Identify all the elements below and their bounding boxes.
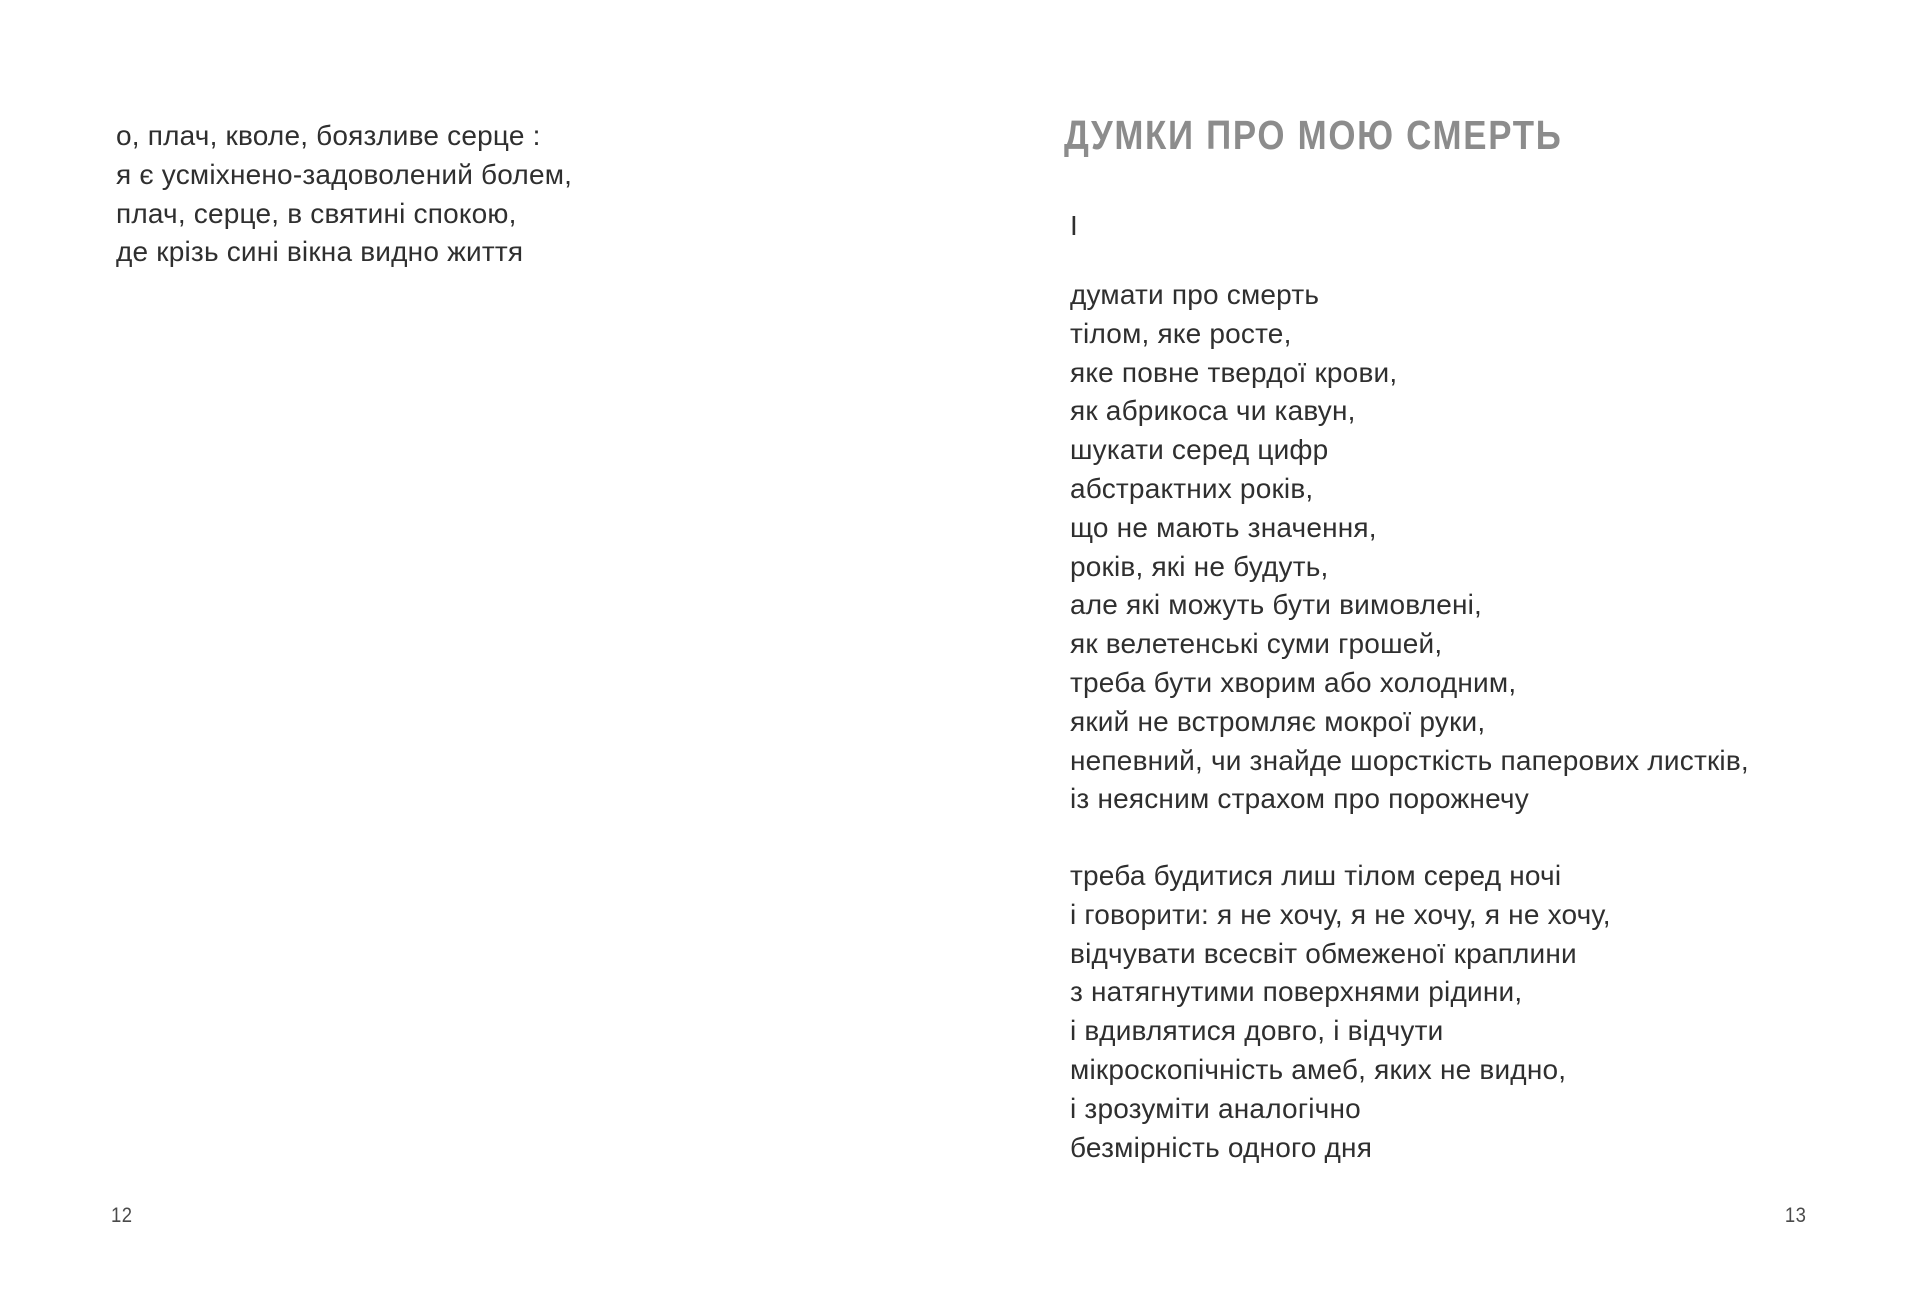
poem-line: із неясним страхом про порожнечу [1070,783,1529,815]
poem-line: відчувати всесвіт обмеженої краплини [1070,937,1577,969]
poem-line: і вдивлятися довго, і відчути [1070,1015,1444,1047]
poem-line: треба бути хворим або холодним, [1070,666,1517,698]
poem-line: треба будитися лиш тілом серед ночі [1070,860,1562,891]
right-page-poem-stanza-1 [1070,276,1749,819]
poem-line: непевний, чи знайде шорсткість паперових листків, [1070,744,1749,776]
right-page-poem-stanza-2 [1070,857,1611,1167]
poem-line: плач, серце, в святині спокою, [116,197,517,229]
poem-line: о, плач, кволе, боязливе серце : [116,120,541,151]
poem-line: думати про смерть [1070,279,1320,310]
poem-line: шукати серед цифр [1070,434,1329,466]
poem-line: де крізь сині вікна видно життя [116,236,524,268]
poem-line: але які можуть бути вимовлені, [1070,589,1483,621]
right-page-number: 13 [1784,1204,1806,1227]
left-page-number: 12 [111,1204,133,1227]
poem-line: з натягнутими поверхнями рідини, [1070,976,1523,1008]
poem-line: безмірність одного дня [1070,1131,1373,1163]
section-marker-roman-one: І [1070,210,1078,241]
poem-line: абстрактних років, [1070,472,1314,504]
poem-line: я є усміхнено-задоволений болем, [116,158,573,190]
poem-title: ДУМКИ ПРО МОЮ СМЕРТЬ [1064,112,1563,158]
poem-line: яке повне твердої крови, [1070,356,1398,388]
poem-line: тілом, яке росте, [1070,317,1292,349]
poem-line: який не встромляє мокрої руки, [1070,705,1486,737]
poem-line: і зрозуміти аналогічно [1070,1092,1361,1124]
poem-line: років, які не будуть, [1070,550,1329,582]
poem-line: як велетенські суми грошей, [1070,628,1443,660]
left-page-poem-stanza [116,117,572,272]
poem-line: як абрикоса чи кавун, [1070,395,1356,427]
poem-line: мікроскопічність амеб, яких не видно, [1070,1053,1567,1085]
poem-line: і говорити: я не хочу, я не хочу, я не хочу, [1070,898,1611,930]
poem-line: що не мають значення, [1070,511,1377,543]
